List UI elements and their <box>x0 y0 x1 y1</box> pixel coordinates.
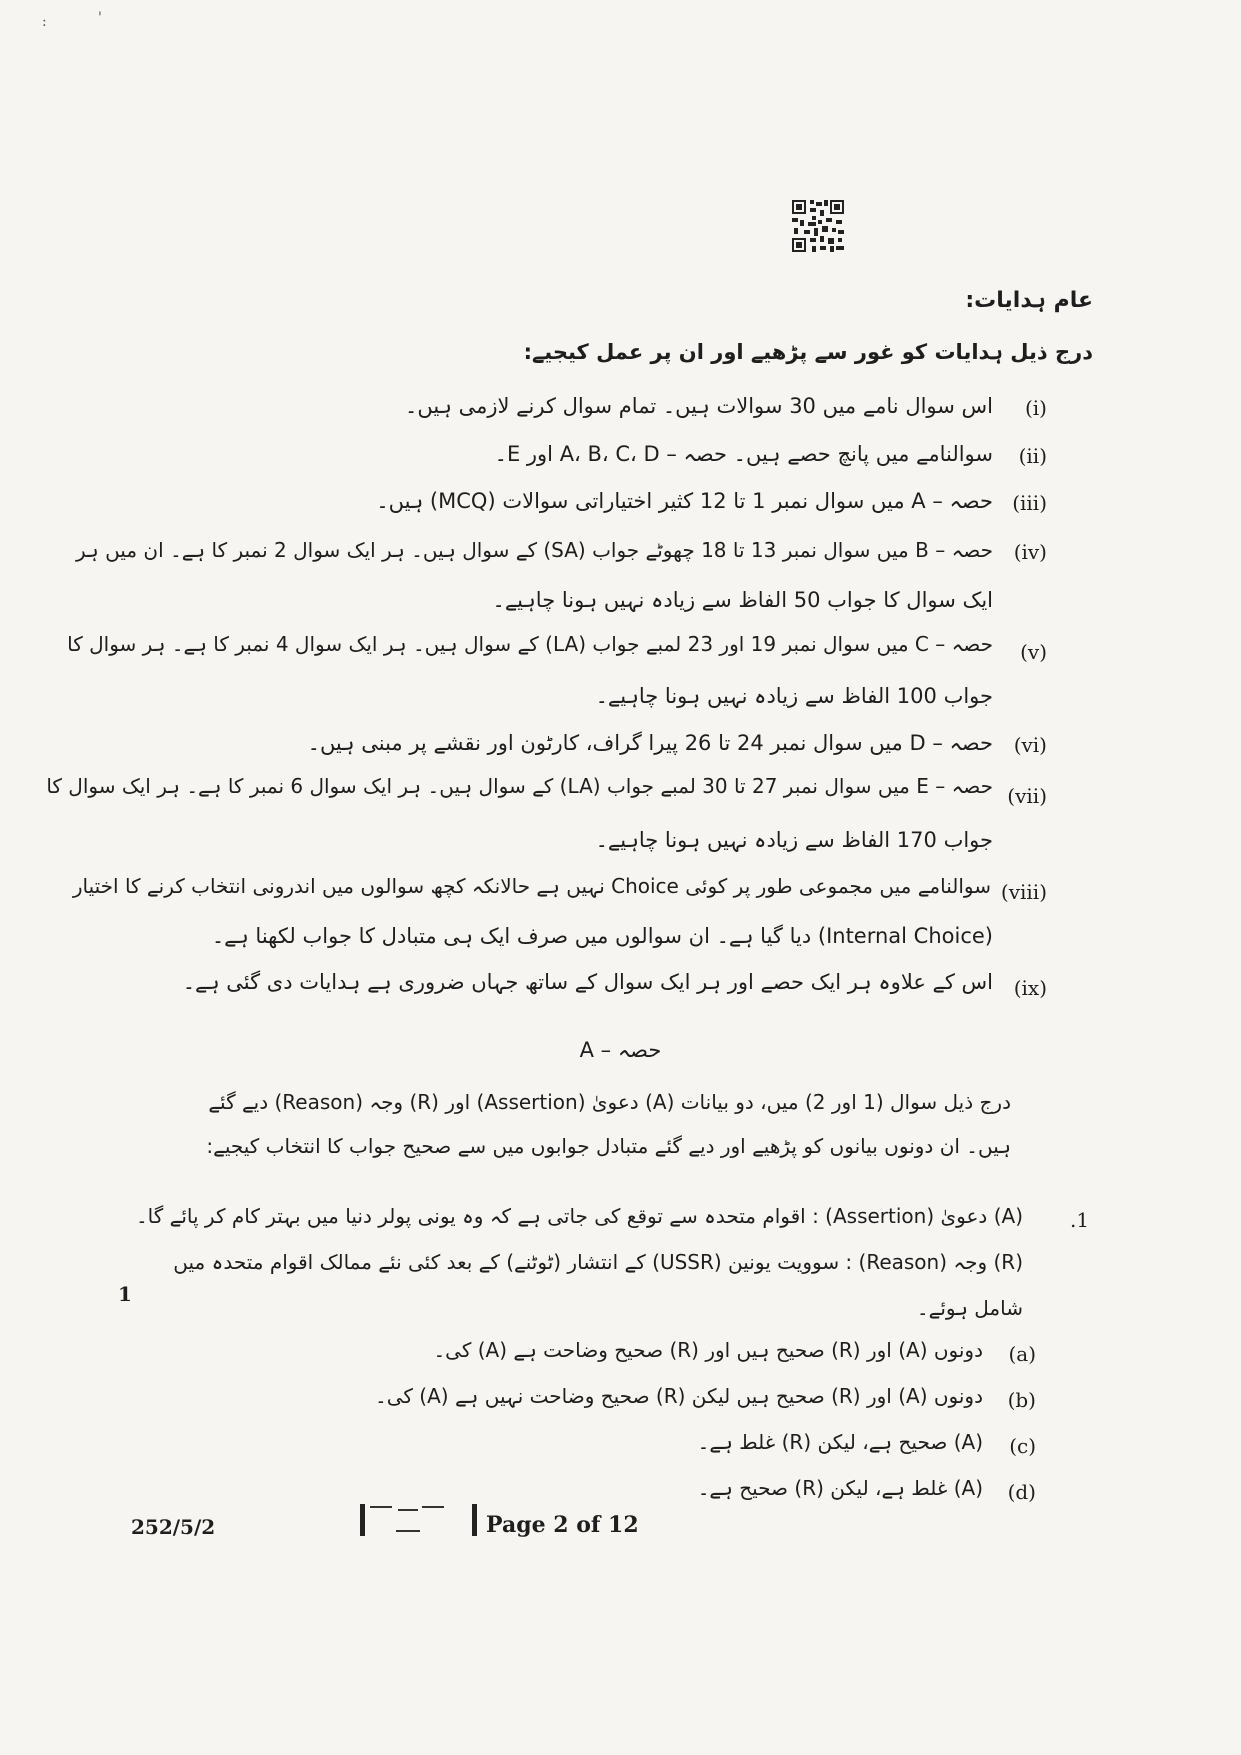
question-assertion: (A) دعویٰ (Assertion) : اقوام متحدہ سے توقع کی جاتی ہے کہ وہ یونی پولر دنیا میں بہتر کام کر پائے گا۔ <box>135 1204 1023 1228</box>
qr-code-icon <box>790 198 846 254</box>
instruction-text-continued: جواب 100 الفاظ سے زیادہ نہیں ہونا چاہیے۔ <box>595 684 993 708</box>
scan-mark: ' <box>98 10 102 26</box>
section-title: حصہ – A <box>579 1038 662 1062</box>
option-b[interactable]: دونوں (A) اور (R) صحیح ہیں لیکن (R) صحیح وضاحت نہیں ہے (A) کی۔ <box>375 1384 983 1408</box>
instruction-number: (i) <box>1024 396 1047 420</box>
option-label: (b) <box>1007 1388 1036 1412</box>
section-intro-continued: ہیں۔ ان دونوں بیانوں کو پڑھیے اور دیے گئے متبادل جوابوں میں سے صحیح جواب کا انتخاب کیجیے: <box>206 1134 1011 1158</box>
instructions-title: عام ہدایات: <box>965 288 1093 313</box>
instruction-text: حصہ – A میں سوال نمبر 1 تا 12 کثیر اختیاراتی سوالات (MCQ) ہیں۔ <box>376 489 993 513</box>
option-d[interactable]: (A) غلط ہے، لیکن (R) صحیح ہے۔ <box>697 1476 983 1500</box>
instruction-number: (vi) <box>1013 733 1047 757</box>
option-c[interactable]: (A) صحیح ہے، لیکن (R) غلط ہے۔ <box>697 1430 983 1454</box>
instruction-text: حصہ – D میں سوال نمبر 24 تا 26 پیرا گراف، کارٹون اور نقشے پر مبنی ہیں۔ <box>307 731 993 755</box>
question-reason: (R) وجہ (Reason) : سوویت یونین (USSR) کے انتشار (ٹوٹنے) کے بعد کئی نئے ممالک اقوام متحدہ میں <box>173 1250 1023 1274</box>
instruction-number: (ii) <box>1018 444 1047 468</box>
paper-code: 252/5/2 <box>131 1515 216 1539</box>
instruction-text-continued: (Internal Choice) دیا گیا ہے۔ ان سوالوں میں صرف ایک ہی متبادل کا جواب لکھنا ہے۔ <box>211 924 993 948</box>
option-label: (a) <box>1008 1342 1036 1366</box>
scan-mark: : <box>42 14 47 30</box>
instruction-number: (iv) <box>1013 540 1047 564</box>
instruction-number: (viii) <box>1000 880 1047 904</box>
question-reason-continued: شامل ہوئے۔ <box>916 1296 1023 1320</box>
instruction-text: سوالنامے میں پانچ حصے ہیں۔ حصہ – A، B، C، D اور E۔ <box>494 442 993 466</box>
instruction-number: (iii) <box>1012 491 1047 515</box>
question-marks: 1 <box>118 1282 132 1306</box>
option-label: (d) <box>1007 1480 1036 1504</box>
instruction-text: حصہ – C میں سوال نمبر 19 اور 23 لمبے جواب (LA) کے سوال ہیں۔ ہر ایک سوال 4 نمبر کا ہے۔ ہر سوال کا <box>67 632 993 656</box>
instruction-text-continued: ایک سوال کا جواب 50 الفاظ سے زیادہ نہیں ہونا چاہیے۔ <box>492 588 993 612</box>
instruction-number: (v) <box>1020 640 1047 664</box>
instruction-text: حصہ – E میں سوال نمبر 27 تا 30 لمبے جواب (LA) کے سوال ہیں۔ ہر ایک سوال 6 نمبر کا ہے۔ ہر ایک سوال کا <box>46 774 993 798</box>
instruction-text: سوالنامے میں مجموعی طور پر کوئی Choice نہیں ہے حالانکہ کچھ سوالوں میں اندرونی انتخاب کرنے کا اختیار <box>72 874 991 898</box>
section-intro: درج ذیل سوال (1 اور 2) میں، دو بیانات (A) دعویٰ (Assertion) اور (R) وجہ (Reason) دیے گئے <box>208 1090 1011 1114</box>
instructions-subtitle: درج ذیل ہدایات کو غور سے پڑھیے اور ان پر عمل کیجیے: <box>523 340 1093 364</box>
instruction-number: (vii) <box>1007 784 1047 808</box>
page-number: Page 2 of 12 <box>486 1512 639 1538</box>
instruction-number: (ix) <box>1013 976 1047 1000</box>
option-a[interactable]: دونوں (A) اور (R) صحیح ہیں اور (R) صحیح وضاحت ہے (A) کی۔ <box>433 1338 983 1362</box>
instruction-text: اس کے علاوہ ہر ایک حصے اور ہر ایک سوال کے ساتھ جہاں ضروری ہے ہدایات دی گئی ہے۔ <box>182 970 993 994</box>
barcode-icon <box>360 1504 478 1536</box>
instruction-text: حصہ – B میں سوال نمبر 13 تا 18 چھوٹے جواب (SA) کے سوال ہیں۔ ہر ایک سوال 2 نمبر کا ہے۔ ان میں ہر <box>75 538 993 562</box>
question-number: .1 <box>1070 1208 1090 1232</box>
instruction-text-continued: جواب 170 الفاظ سے زیادہ نہیں ہونا چاہیے۔ <box>595 828 993 852</box>
option-label: (c) <box>1009 1434 1036 1458</box>
instruction-text: اس سوال نامے میں 30 سوالات ہیں۔ تمام سوال کرنے لازمی ہیں۔ <box>405 394 993 418</box>
